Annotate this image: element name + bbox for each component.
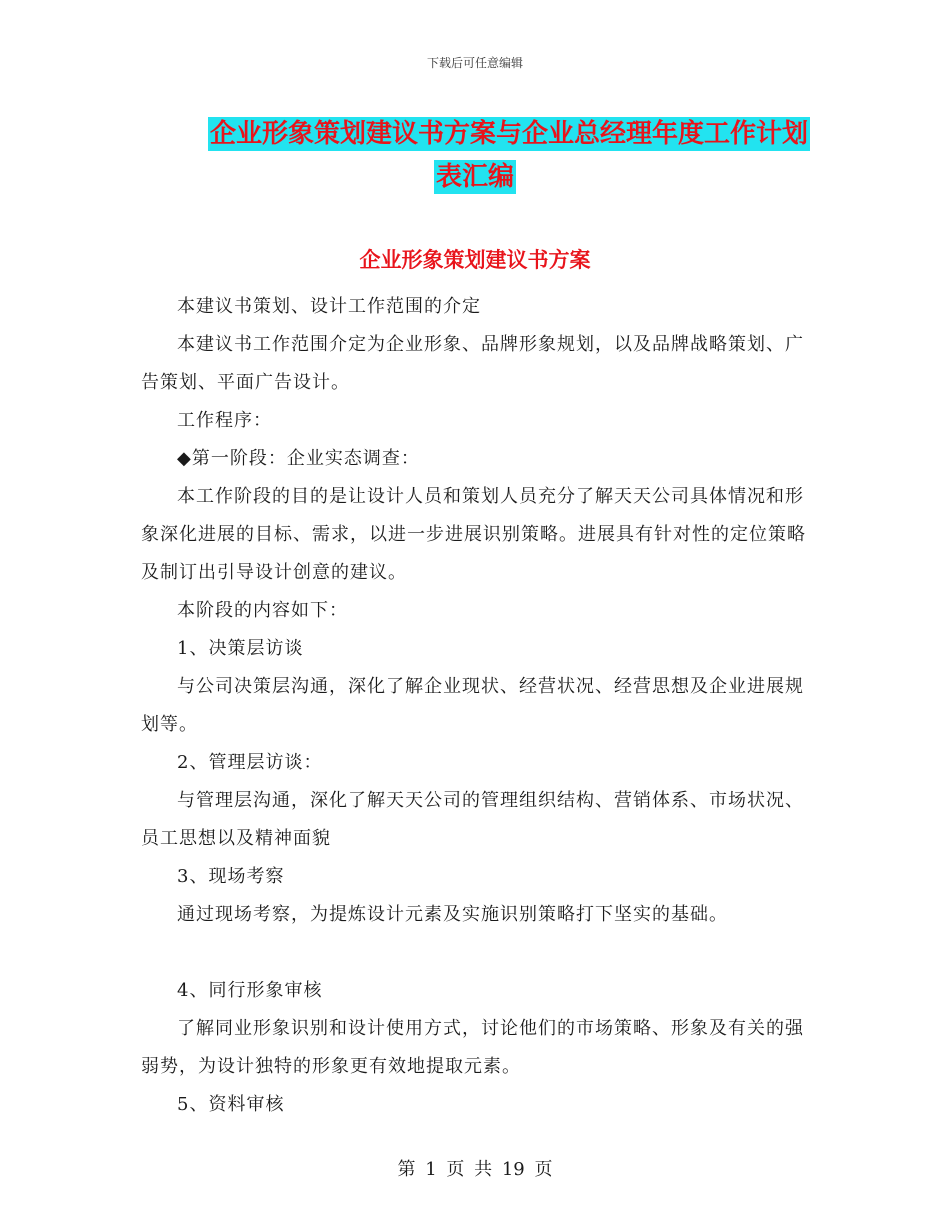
- paragraph: 了解同业形象识别和设计使用方式，讨论他们的市场策略、形象及有关的强弱势，为设计独特的形象更有效地提取元素。: [141, 1018, 804, 1077]
- paragraph: 本阶段的内容如下：: [177, 600, 348, 621]
- section-title: 企业形象策划建议书方案: [359, 248, 591, 272]
- paragraph: 3、现场考察: [177, 866, 285, 887]
- paragraph: 与管理层沟通，深化了解天天公司的管理组织结构、营销体系、市场状况、员工思想以及精神面貌: [141, 790, 804, 849]
- paragraph: 通过现场考察，为提炼设计元素及实施识别策略打下坚实的基础。: [177, 904, 728, 925]
- page-footer: 第 1 页 共 19 页: [397, 1159, 553, 1180]
- document-title-line-2: [140, 153, 810, 201]
- paragraph: 5、资料审核: [177, 1094, 285, 1115]
- paragraph: 本建议书工作范围介定为企业形象、品牌形象规划，以及品牌战略策划、广告策划、平面广告设计。: [141, 334, 804, 393]
- title-highlight-2: 表汇编: [435, 162, 514, 192]
- paragraph: 1、决策层访谈: [177, 638, 304, 659]
- title-highlight-1: 企业形象策划建议书方案与企业总经理年度工作计划: [209, 119, 808, 149]
- paragraph: 4、同行形象审核: [177, 980, 323, 1001]
- paragraph: 工作程序：: [177, 410, 272, 431]
- paragraph: 本建议书策划、设计工作范围的介定: [177, 296, 481, 317]
- paragraph: 与公司决策层沟通，深化了解企业现状、经营状况、经营思想及企业进展规划等。: [141, 676, 804, 735]
- paragraph: ◆第一阶段：企业实态调查：: [177, 448, 420, 469]
- document-title-line-1: [140, 110, 810, 158]
- body-text: [141, 288, 811, 1124]
- paragraph: 2、管理层访谈：: [177, 752, 323, 773]
- paragraph: 本工作阶段的目的是让设计人员和策划人员充分了解天天公司具体情况和形象深化进展的目标、需求，以进一步进展识别策略。进展具有针对性的定位策略及制订出引导设计创意的建议。: [141, 486, 806, 583]
- header-note: 下载后可任意编辑: [426, 56, 523, 70]
